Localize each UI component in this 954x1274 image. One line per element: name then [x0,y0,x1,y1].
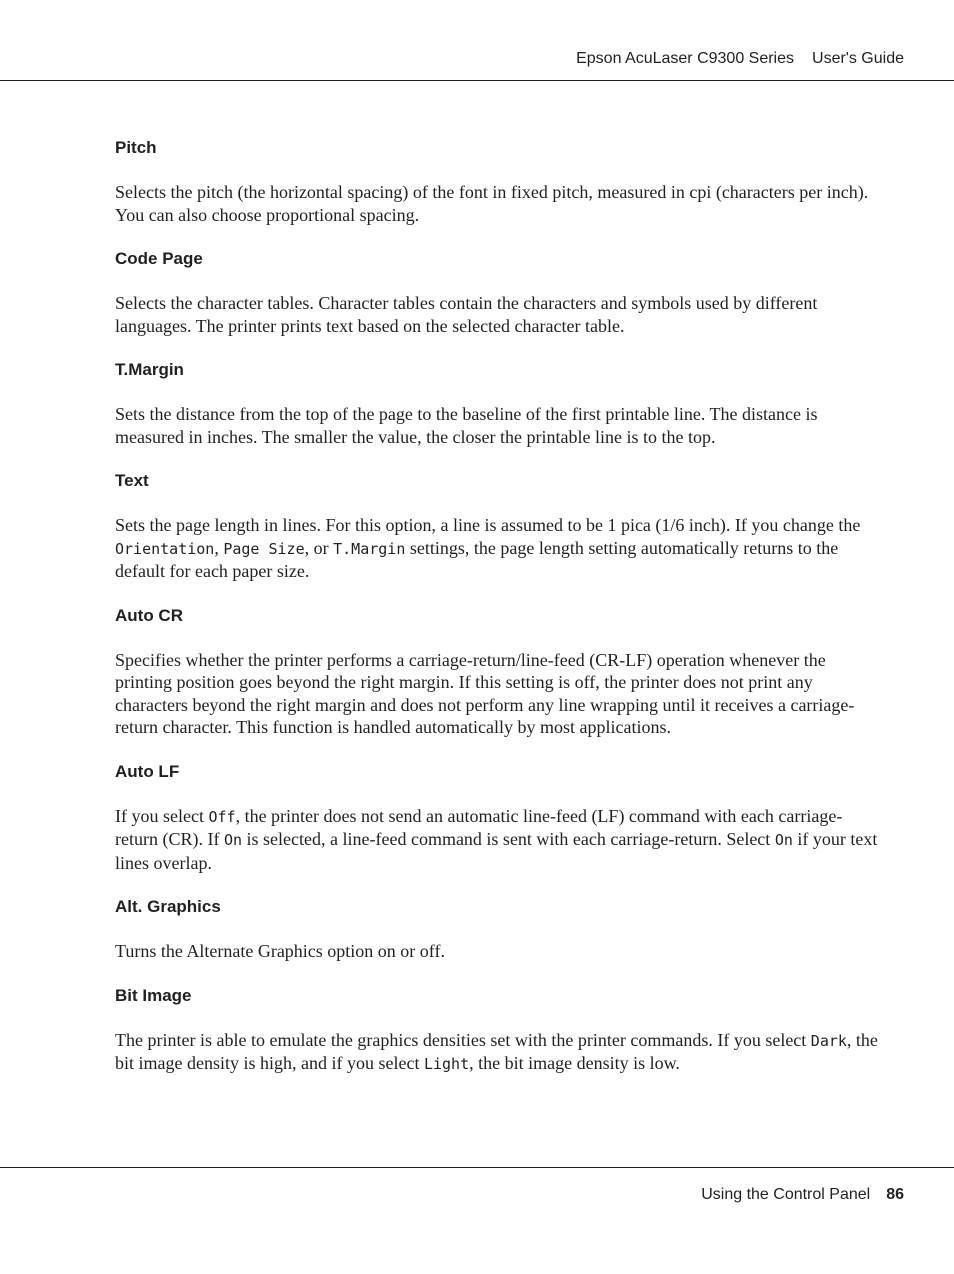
section-body: Sets the distance from the top of the page to the baseline of the first printable line. The distance is measured in inches. The smaller the value, the closer the printable line is to the top. [115,404,818,447]
page-content [115,136,880,1097]
section-auto-cr [115,604,880,739]
section-body: Specifies whether the printer performs a carriage-return/line-feed (CR-LF) operation whenever the printing position goes beyond the right margin. If this setting is off, the printer does not print any characters beyond the right margin and does not perform any line wrapping until it receives a carriage-return character. This function is handled automatically by most applications. [115,649,855,737]
section-code-page [115,247,880,337]
header-guide-title: User's Guide [812,50,904,67]
footer-rule [0,1167,954,1168]
setting-value-light: Light [423,1055,470,1073]
body-text: , or [304,537,334,558]
section-heading: Code Page [115,249,203,268]
setting-value-off: Off [208,807,236,826]
section-bit-image [115,984,880,1076]
section-body: Selects the character tables. Character tables contain the characters and symbols used by different languages. The printer prints text based on the selected character table. [115,293,818,336]
running-header [576,50,904,68]
section-alt-graphics [115,895,880,963]
body-text: is selected, a line-feed command is sent with each carriage-return. Select [242,829,775,849]
section-body: Selects the pitch (the horizontal spacing) of the font in fixed pitch, measured in cpi (characters per inch). You can also choose proportional spacing. [115,182,869,225]
section-auto-lf [115,760,880,875]
body-text: If you select [115,805,209,826]
section-heading: Text [115,471,149,490]
footer-chapter-title: Using the Control Panel [701,1186,871,1203]
setting-name-orientation: Orientation [115,539,215,558]
setting-name-page-size: Page Size [223,539,305,558]
body-text: , [214,537,224,558]
body-text: , the bit image density is high, and if you select [115,1029,878,1073]
section-heading: Auto CR [115,605,183,625]
section-heading: Pitch [115,138,157,157]
body-text: Sets the page length in lines. For this option, a line is assumed to be 1 pica (1/6 inch). If you change the [115,515,861,535]
setting-value-on: On [223,831,243,849]
body-text: , the printer does not send an automatic line-feed (LF) command with each carriage-return (CR). If [115,805,843,849]
body-text: The printer is able to emulate the graphics densities set with the printer commands. If you select [115,1029,811,1050]
section-body [115,514,880,583]
section-heading: T.Margin [115,360,184,379]
setting-value-dark: Dark [810,1031,847,1050]
setting-value-on: On [774,831,793,849]
page-number: 86 [886,1186,904,1203]
section-text [115,469,880,583]
section-body [115,1029,880,1076]
header-rule [0,80,954,81]
running-footer [701,1186,904,1204]
body-text: , the bit image density is low. [469,1053,680,1073]
header-product-title: Epson AcuLaser C9300 Series [576,50,795,67]
setting-name-t-margin: T.Margin [333,539,406,558]
section-pitch [115,136,880,226]
section-heading: Bit Image [115,985,192,1005]
section-t-margin [115,358,880,448]
section-body: Turns the Alternate Graphics option on or off. [115,941,445,961]
section-body [115,805,880,875]
section-heading: Alt. Graphics [115,897,221,916]
body-text: if your text lines overlap. [115,829,878,873]
body-text: settings, the page length setting automatically returns to the default for each paper size. [115,537,839,581]
section-heading: Auto LF [115,761,180,781]
